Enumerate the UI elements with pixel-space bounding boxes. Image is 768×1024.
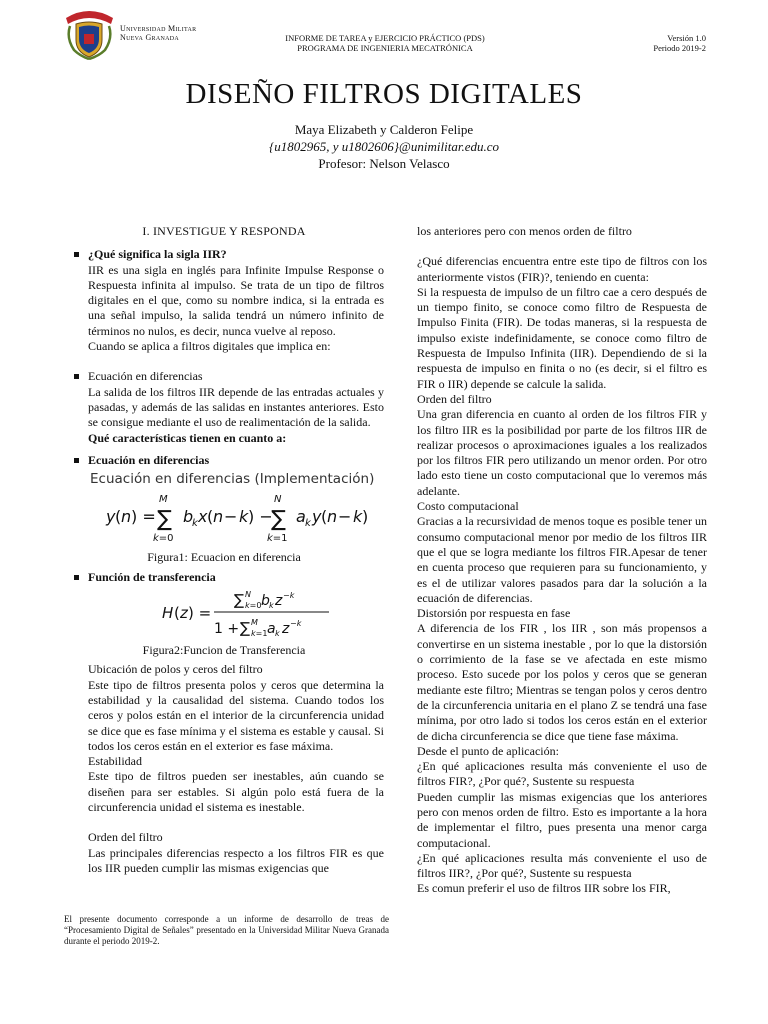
header-center [200,33,570,53]
page-header [0,0,768,70]
university-name [120,24,196,42]
svg-text:): ) [362,507,369,527]
figure-1-caption: Figura1: Ecuacion en diferencia [147,550,301,565]
header-right [653,33,706,53]
subheading-computational-cost: Costo computacional [417,499,519,514]
svg-text:k: k [239,507,249,527]
svg-text:a: a [296,507,306,527]
svg-text:a: a [267,621,276,638]
svg-text:k: k [269,601,274,611]
svg-text:n: n [121,507,132,527]
svg-text:M: M [251,618,258,628]
question-fir-applications: ¿En qué aplicaciones resulta más conveniente el uso de filtros FIR?, ¿Por qué?, Sustente su respuesta [417,759,707,789]
author-emails: {u1802965, y u1802606}@unimilitar.edu.co [269,139,499,154]
paragraph-phase-distortion: A diferencia de los FIR , los IIR , son más propensos a convertirse en un sistema inestable , por lo que la distorsión o corrimiento de la fase se ve afectada en este mismo proceso. Esto sucede por los polos y ceros que se generan mediante este filtro; Mientras se tengan polos y ceros dentro de la circunferencia unitaria en el plano Z se tendrá una fase mínima, por otro lado si todos los ceros están en el exterior de dicha circunferencia se dice que tiene fase máxima. [417,621,707,743]
bullet-difference-equation-bold: Ecuación en diferencias [64,453,384,468]
svg-text:k=0: k=0 [245,601,262,611]
svg-text:k=1: k=1 [267,533,288,545]
question-iir: ¿Qué significa la sigla IIR? [64,247,384,262]
svg-text:H: H [162,604,174,623]
svg-text:(: ( [321,507,328,527]
svg-text:b: b [261,593,270,610]
svg-text:z: z [180,604,188,623]
svg-text:−k: −k [290,619,302,629]
svg-text:M: M [159,494,168,506]
svg-text:x: x [198,507,208,527]
svg-text:N: N [245,590,251,600]
svg-text:z: z [275,593,283,610]
authors-block [0,121,768,172]
paragraph-order: Una gran diferencia en cuanto al orden de los filtros FIR y los filtro IIR es la posibilidad por parte de los filtros IIR de realizar procesos o aproximaciones iguales a los realizados por los filtros FIR pero utilizando un menor orden. Por otro lado esto tiene un costo computacional que lo veremos más adelante. [417,407,707,498]
svg-text:(: ( [207,507,214,527]
svg-text:k=1: k=1 [251,629,268,639]
svg-text:N: N [274,494,282,506]
difference-equation-figure [64,490,384,548]
question-characteristics: Qué características tienen en cuanto a: [88,430,287,445]
left-column [64,224,384,876]
paragraph-applies: Cuando se aplica a filtros digitales que implica en: [88,339,331,354]
page-title: DISEÑO FILTROS DIGITALES [185,78,583,110]
svg-text:1 +: 1 + [214,621,240,638]
svg-text:k: k [192,518,198,530]
version-label: Versión 1.0 [667,33,706,43]
svg-text:∑: ∑ [234,591,245,610]
svg-text:−k: −k [283,591,295,601]
equation-title: Ecuación en diferencias (Implementación) [90,471,375,488]
question-fir-differences: ¿Qué diferencias encuentra entre este tipo de filtros con los anteriormente vistos (FIR)?, teniendo en cuenta: [417,254,707,284]
svg-text:k: k [353,507,363,527]
svg-text:−: − [224,507,238,527]
svg-text:∑: ∑ [157,507,172,533]
paragraph-iir-applications: Es comun preferir el uso de filtros IIR sobre los FIR, [417,881,671,896]
svg-text:∑: ∑ [271,507,286,533]
paragraph-poles-zeros: Este tipo de filtros presenta polos y ceros que determina la estabilidad y la causalidad del sistema. Cuando todos los ceros y polos están en el interior de la circunferencia unidad se dice que es fase mínima y el sistema es estable y causal. Si todos los ceros están en el exterior es fase máxima. [88,677,384,753]
svg-text:(: ( [115,507,122,527]
svg-text:b: b [183,507,194,527]
university-crest-logo [62,6,117,60]
paragraph-fir-applications: Pueden cumplir las mismas exigencias que los anteriores pero con menos orden de filtro. Esto es importante a la hora de implementar el filtro, pues presenta una menor carga computacional. [417,789,707,850]
subheading-filter-order: Orden del filtro [88,830,163,845]
bullet-difference-equation: Ecuación en diferencias [64,369,384,384]
section-heading: I. INVESTIGUE Y RESPONDA [142,224,306,238]
transfer-function-figure [64,585,384,641]
svg-text:y: y [106,507,116,527]
svg-text:n: n [213,507,224,527]
paragraph-impulse-response: Si la respuesta de impulso de un filtro cae a cero después de un tiempo finito, se conoce como filtro de Respuesta de Impulso Finita (FIR). De todas maneras, si la respuesta de impulso existe indefinidamente, se conoce como filtro de Respuesta de Impulso Infinita (IIR). Dependiendo de si la respuesta de impulso en finita o no (es decir, si el filtro es FIR o IIR) depende se calcule la salida. [417,284,707,391]
svg-text:k: k [275,629,280,639]
svg-text:−: − [338,507,352,527]
subheading-phase-distortion: Distorsión por respuesta en fase [417,606,571,621]
report-type: INFORME DE TAREA y EJERCICIO PRÁCTICO (PDS) [285,33,485,43]
paragraph-iir-definition: IIR es una sigla en inglés para Infinite Impulse Response o Respuesta infinita al impulso. Se trata de un tipo de filtros digitales en el que, como su nombre indica, si la entrada es una señal impulso, la salida tendrá un número infinito de términos no nulos, es decir, nunca vuelve al reposo. [88,262,384,338]
svg-text:n: n [327,507,338,527]
paragraph-stability: Este tipo de filtros pueden ser inestables, aún cuando se diseñen para ser estables. Si algún polo está fuera de la circunferencia unidad el sistema es inestable. [88,769,384,815]
svg-text:k=0: k=0 [153,533,174,545]
subheading-poles-zeros: Ubicación de polos y ceros del filtro [88,662,263,677]
paragraph-computational-cost: Gracias a la recursividad de menos toque es posible tener un consumo computacional menor por medio de los filtros IIR que el que se logra mediante los filtros FIR.Apesar de tener en cuenta proceso que requieren para su funcionamiento, y es el de utilizar valores pasados para dar la solución a la ecuación de diferencias. [417,514,707,605]
figure-2-caption: Figura2:Funcion de Transferencia [142,643,306,658]
svg-text:) −: ) − [248,507,273,527]
author-names: Maya Elizabeth y Calderon Felipe [294,122,474,137]
paragraph-filter-order: Las principales diferencias respecto a los filtros FIR es que los IIR pueden cumplir las mismas exigencias que [88,845,384,875]
paragraph-continuation: los anteriores pero con menos orden de filtro [417,224,632,238]
svg-text:∑: ∑ [240,619,251,638]
svg-text:y: y [312,507,322,527]
svg-text:k: k [305,518,311,530]
university-line-2: Nueva Granada [120,33,180,42]
professor: Profesor: Nelson Velasco [318,156,450,171]
bullet-transfer-function: Función de transferencia [64,570,384,585]
subheading-order: Orden del filtro [417,391,492,406]
svg-text:) =: ) = [131,507,156,527]
question-iir-applications: ¿En qué aplicaciones resulta más conveniente el uso de filtros IIR?, ¿Por qué?, Sustente su respuesta [417,850,707,881]
footnote: El presente documento corresponde a un informe de desarrollo de treas de “Procesamiento Digital de Señales” presentado en la Universidad Militar Nueva Granada durante el periodo 2019-2. [64,914,389,946]
svg-text:(: ( [174,604,180,623]
svg-text:z: z [282,621,290,638]
paragraph-difference-output: La salida de los filtros IIR depende de las entradas actuales y pasadas, y además de las salidas en instantes anteriores. Esto se consigue mediante el uso de realimentación de la salida. [88,384,384,430]
subheading-stability: Estabilidad [88,754,142,769]
program-name: PROGRAMA DE INGENIERIA MECATRÓNICA [297,43,473,53]
university-line-1: Universidad Militar [120,24,197,33]
right-column [417,224,707,897]
period-label: Periodo 2019-2 [653,43,706,53]
svg-text:) =: ) = [188,604,212,623]
subheading-application: Desde el punto de aplicación: [417,743,559,758]
